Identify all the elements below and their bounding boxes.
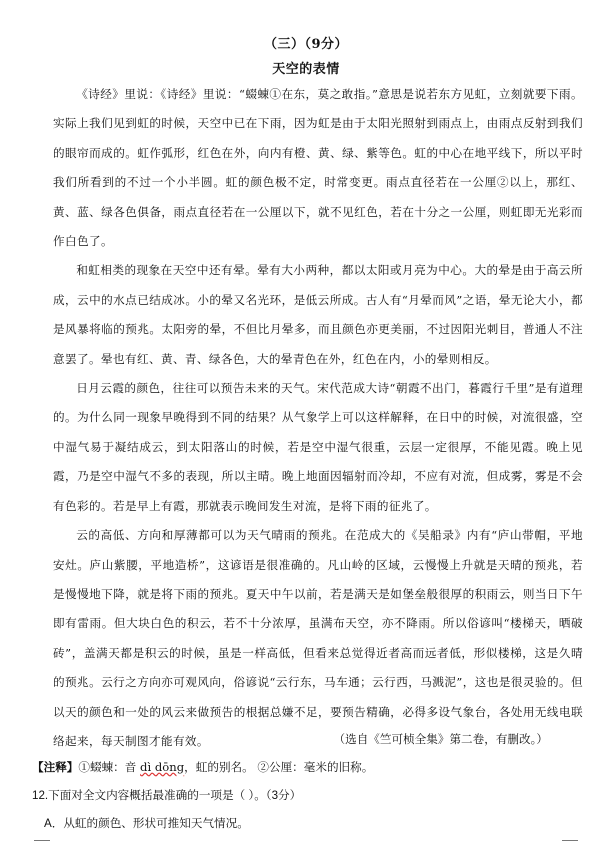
page-corner-mark-left	[34, 840, 50, 857]
article-body	[53, 80, 583, 756]
question-12: 12.下面对全文内容概括最准确的一项是（ ）。（3分）	[32, 789, 302, 802]
article-title: 天空的表情	[272, 62, 340, 77]
annotation-pinyin: dì dōng	[140, 760, 185, 774]
annotation	[32, 759, 373, 775]
annotation-text-1: ①蝃蝀：音	[78, 760, 141, 774]
annotation-text-2: ，虹的别名。 ②公厘：毫米的旧称。	[184, 760, 374, 774]
paragraph-clouds: 云的高低、方向和厚薄都可以为天气晴雨的预兆。在范成大的《吴船录》内有“庐山带帽，平地安灶。庐山紫腰，平地造桥”，这谚语是很准确的。凡山岭的区域，云慢慢上升就是天晴的预兆，若是慢慢地下降，就是将下雨的预兆。夏天中午以前，若是满天是如堡垒般很厚的积雨云，则当日下午即有雷雨。但大块白色的积云，若不十分浓厚，虽满布天空，亦不降雨。所以俗谚叫“楼梯天，晒破砖”，盖满天都是积云的时候，虽是一样高低，但看来总觉得近者高而远者低，形似楼梯，这是久晴的预兆。云行之方向亦可观风向，俗谚说“云行东，马车通；云行西，马溅泥”，这也是很灵验的。但以天的颜色和一处的风云来做预告的根据总嫌不足，要预告精确，必得多设气象台，各处用无线电联络起来，每天制图才能有效。	[53, 528, 583, 748]
paragraph-rainbow: 《诗经》里说：《诗经》里说：“蝃蝀①在东，莫之敢指。”意思是说若东方见虹，立刻就要下雨。实际上我们见到虹的时候，天空中已在下雨，因为虹是由于太阳光照射到雨点上，由雨点反射到我们的眼帘而成的。虹作弧形，红色在外，向内有橙、黄、绿、紫等色。虹的中心在地平线下，所以平时我们所看到的不过一个小半圆。虹的颜色极不定，时常变更。雨点直径若在一公厘②以上，那红、黄、蓝、绿各色俱备，雨点直径若在一公厘以下，就不见红色，若在十分之一公厘，则虹即无光彩而作白色了。	[53, 87, 583, 249]
option-a: A．从虹的颜色、形状可推知天气情况。	[44, 817, 249, 830]
paragraph-glow: 日月云霞的颜色，往往可以预告未来的天气。宋代范成大诗“朝霞不出门，暮霞行千里”是有道理的。为什么同一现象早晚得到不同的结果？从气象学上可以这样解释，在日中的时候，对流很盛，空中湿气易于凝结成云，到太阳落山的时候，若是空中湿气很重，云层一定很厚，不能见霞。晚上见霞，乃是空中湿气不多的表现，所以主晴。晚上地面因辐射而冷却，不应有对流，但成雾，雾是不会有色彩的。若是早上有霞，那就表示晚间发生对流，是将下雨的征兆了。	[53, 381, 583, 513]
source-citation: （选自《竺可桢全集》第二卷，有删改。）	[333, 732, 548, 746]
section-title: （三）（9分）	[263, 37, 349, 52]
paragraph-halo: 和虹相类的现象在天空中还有晕。晕有大小两种，都以太阳或月亮为中心。大的晕是由于高云所成，云中的水点已结成冰。小的晕又名光环，是低云所成。古人有“月晕而风”之语，晕无论大小，都是风暴将临的预兆。太阳旁的晕，不但比月晕多，而且颜色亦更美丽，不过因阳光刺目，普通人不注意罢了。晕也有红、黄、青、绿各色，大的晕青色在外，红色在内，小的晕则相反。	[53, 263, 583, 366]
page-corner-mark-right	[562, 840, 578, 857]
annotation-label: 【注释】	[32, 760, 79, 774]
